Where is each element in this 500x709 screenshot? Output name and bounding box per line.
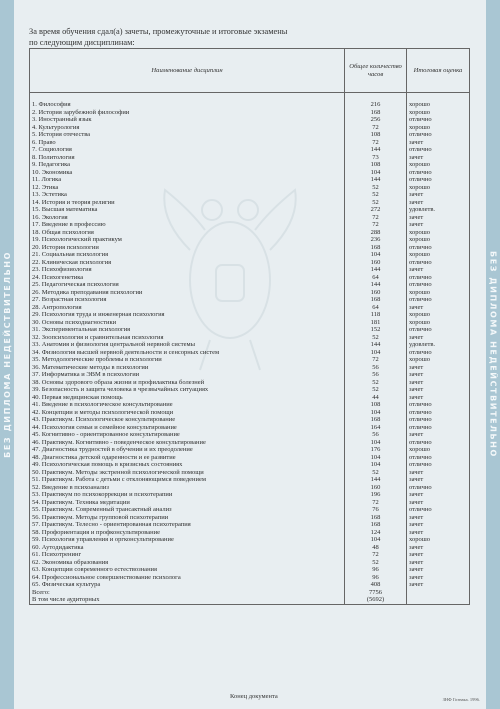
table-row bbox=[30, 311, 470, 319]
table-row bbox=[30, 491, 470, 499]
discipline-grade: отлично bbox=[407, 176, 470, 184]
table-row bbox=[30, 274, 470, 282]
discipline-hours: 104 bbox=[345, 409, 407, 417]
discipline-hours: 104 bbox=[345, 454, 407, 462]
discipline-hours: 104 bbox=[345, 251, 407, 259]
discipline-grade: отлично bbox=[407, 169, 470, 177]
discipline-grade: отлично bbox=[407, 439, 470, 447]
discipline-name: 27. Возрастная психология bbox=[30, 296, 345, 304]
discipline-hours: 272 bbox=[345, 206, 407, 214]
table-row bbox=[30, 176, 470, 184]
column-header-grade: Итоговая оценка bbox=[407, 49, 470, 93]
table-row bbox=[30, 574, 470, 582]
discipline-name: 42. Концепции и методы психологической помощи bbox=[30, 409, 345, 417]
discipline-name: 19. Психологический практикум bbox=[30, 236, 345, 244]
discipline-hours: 168 bbox=[345, 296, 407, 304]
discipline-name: 51. Практикум. Работа с детьми с отклоняющимся поведением bbox=[30, 476, 345, 484]
table-row bbox=[30, 356, 470, 364]
discipline-grade bbox=[407, 596, 470, 604]
discipline-grade: хорошо bbox=[407, 161, 470, 169]
discipline-name: 56. Практикум. Методы групповой психотерапии bbox=[30, 514, 345, 522]
table-row bbox=[30, 266, 470, 274]
discipline-name: 2. История зарубежной философии bbox=[30, 109, 345, 117]
table-row bbox=[30, 109, 470, 117]
discipline-hours: 104 bbox=[345, 536, 407, 544]
discipline-hours: 168 bbox=[345, 109, 407, 117]
discipline-hours: 72 bbox=[345, 214, 407, 222]
discipline-grade: зачет bbox=[407, 559, 470, 567]
discipline-hours: 52 bbox=[345, 184, 407, 192]
discipline-name: 12. Этика bbox=[30, 184, 345, 192]
discipline-grade: зачет bbox=[407, 191, 470, 199]
table-row bbox=[30, 349, 470, 357]
discipline-grade: отлично bbox=[407, 116, 470, 124]
discipline-hours: 72 bbox=[345, 551, 407, 559]
table-row bbox=[30, 566, 470, 574]
discipline-hours: 76 bbox=[345, 506, 407, 514]
discipline-name: 57. Практикум. Телесно - ориентированная психотерапия bbox=[30, 521, 345, 529]
discipline-grade: хорошо bbox=[407, 319, 470, 327]
table-row bbox=[30, 131, 470, 139]
table-row bbox=[30, 589, 470, 597]
discipline-grade: хорошо bbox=[407, 289, 470, 297]
discipline-grade: отлично bbox=[407, 274, 470, 282]
discipline-grade: хорошо bbox=[407, 184, 470, 192]
discipline-hours: 52 bbox=[345, 199, 407, 207]
discipline-hours: 160 bbox=[345, 289, 407, 297]
discipline-grade: зачет bbox=[407, 581, 470, 589]
table-row bbox=[30, 394, 470, 402]
discipline-grade: зачет bbox=[407, 221, 470, 229]
discipline-hours: 56 bbox=[345, 371, 407, 379]
discipline-name: 60. Аутодидактика bbox=[30, 544, 345, 552]
discipline-grade: зачет bbox=[407, 529, 470, 537]
discipline-grade: отлично bbox=[407, 506, 470, 514]
discipline-grade: отлично bbox=[407, 401, 470, 409]
discipline-hours: 256 bbox=[345, 116, 407, 124]
table-row bbox=[30, 544, 470, 552]
discipline-grade: отлично bbox=[407, 454, 470, 462]
discipline-hours: 7756 bbox=[345, 589, 407, 597]
table-row bbox=[30, 484, 470, 492]
discipline-grade: зачет bbox=[407, 566, 470, 574]
discipline-name: 39. Безопасность и защита человека в чрезвычайных ситуациях bbox=[30, 386, 345, 394]
discipline-name: 30. Основы психодиагностики bbox=[30, 319, 345, 327]
discipline-grade: зачет bbox=[407, 214, 470, 222]
column-header-hours: Общее количество часов bbox=[345, 49, 407, 93]
discipline-hours: 72 bbox=[345, 221, 407, 229]
discipline-hours: 196 bbox=[345, 491, 407, 499]
discipline-hours: 144 bbox=[345, 266, 407, 274]
table-row bbox=[30, 206, 470, 214]
discipline-name: 37. Информатика и ЭВМ в психологии bbox=[30, 371, 345, 379]
discipline-grade: удовлетв. bbox=[407, 341, 470, 349]
discipline-grade: зачет bbox=[407, 491, 470, 499]
discipline-grade: отлично bbox=[407, 131, 470, 139]
right-stripe-text: БЕЗ ДИПЛОМА НЕДЕЙСТВИТЕЛЬНО bbox=[488, 251, 498, 458]
discipline-name: 61. Психотренинг bbox=[30, 551, 345, 559]
table-row bbox=[30, 409, 470, 417]
table-row bbox=[30, 289, 470, 297]
discipline-name: 20. История психологии bbox=[30, 244, 345, 252]
discipline-name: 64. Профессиональное совершенствование психолога bbox=[30, 574, 345, 582]
table-row bbox=[30, 341, 470, 349]
discipline-grade: хорошо bbox=[407, 311, 470, 319]
table-row bbox=[30, 416, 470, 424]
discipline-grade: зачет bbox=[407, 394, 470, 402]
discipline-hours: 144 bbox=[345, 341, 407, 349]
discipline-name: 63. Концепции современного естествознания bbox=[30, 566, 345, 574]
column-header-discipline: Наименование дисциплин bbox=[30, 49, 345, 93]
discipline-hours: 164 bbox=[345, 424, 407, 432]
discipline-name: 16. Экология bbox=[30, 214, 345, 222]
table-row bbox=[30, 521, 470, 529]
discipline-hours: 52 bbox=[345, 379, 407, 387]
right-security-stripe bbox=[486, 0, 500, 709]
header-line-2: по следующим дисциплинам: bbox=[29, 38, 135, 47]
discipline-hours: (5692) bbox=[345, 596, 407, 604]
discipline-grade: зачет bbox=[407, 364, 470, 372]
discipline-name: 45. Когнитивно - ориентированное консультирование bbox=[30, 431, 345, 439]
discipline-name: 33. Анатомия и физиология центральной нервной системы bbox=[30, 341, 345, 349]
discipline-hours: 56 bbox=[345, 431, 407, 439]
table-row bbox=[30, 281, 470, 289]
table-row bbox=[30, 93, 470, 109]
table-row bbox=[30, 514, 470, 522]
discipline-name: 5. История отечества bbox=[30, 131, 345, 139]
table-row bbox=[30, 401, 470, 409]
discipline-name: 52. Введение в психоанализ bbox=[30, 484, 345, 492]
discipline-hours: 168 bbox=[345, 521, 407, 529]
discipline-grade: отлично bbox=[407, 146, 470, 154]
table-row bbox=[30, 371, 470, 379]
discipline-hours: 144 bbox=[345, 476, 407, 484]
discipline-hours: 52 bbox=[345, 469, 407, 477]
discipline-name: 41. Введение в психологическое консультирование bbox=[30, 401, 345, 409]
discipline-hours: 104 bbox=[345, 439, 407, 447]
discipline-grade: зачет bbox=[407, 521, 470, 529]
discipline-name: 38. Основы здорового образа жизни и профилактика болезней bbox=[30, 379, 345, 387]
table-row bbox=[30, 551, 470, 559]
left-security-stripe bbox=[0, 0, 14, 709]
discipline-grade: хорошо bbox=[407, 536, 470, 544]
discipline-name: 7. Социология bbox=[30, 146, 345, 154]
discipline-grade: отлично bbox=[407, 416, 470, 424]
discipline-hours: 72 bbox=[345, 356, 407, 364]
table-row bbox=[30, 446, 470, 454]
table-body bbox=[30, 93, 470, 605]
discipline-hours: 96 bbox=[345, 566, 407, 574]
disciplines-table bbox=[29, 48, 470, 605]
discipline-grade: зачет bbox=[407, 139, 470, 147]
discipline-hours: 104 bbox=[345, 349, 407, 357]
discipline-name: В том числе аудиторных bbox=[30, 596, 345, 604]
discipline-name: 46. Практикум. Когнитивно - поведенческое консультирование bbox=[30, 439, 345, 447]
discipline-name: 17. Введение в профессию bbox=[30, 221, 345, 229]
table-row bbox=[30, 221, 470, 229]
discipline-grade: зачет bbox=[407, 266, 470, 274]
table-row bbox=[30, 581, 470, 589]
discipline-hours: 144 bbox=[345, 146, 407, 154]
discipline-grade: зачет bbox=[407, 469, 470, 477]
table-row bbox=[30, 214, 470, 222]
table-row bbox=[30, 499, 470, 507]
document-header bbox=[29, 26, 469, 48]
table-row bbox=[30, 229, 470, 237]
header-line-1: За время обучения сдал(а) зачеты, промежуточные и итоговые экзамены bbox=[29, 27, 288, 36]
table-row bbox=[30, 319, 470, 327]
discipline-hours: 168 bbox=[345, 244, 407, 252]
table-row bbox=[30, 536, 470, 544]
discipline-hours: 144 bbox=[345, 176, 407, 184]
discipline-grade: зачет bbox=[407, 154, 470, 162]
discipline-name: 3. Иностранный язык bbox=[30, 116, 345, 124]
table-row bbox=[30, 454, 470, 462]
discipline-hours: 104 bbox=[345, 169, 407, 177]
table-row bbox=[30, 124, 470, 132]
discipline-hours: 52 bbox=[345, 386, 407, 394]
table-row bbox=[30, 184, 470, 192]
discipline-name: 44. Психология семьи и семейное консультирование bbox=[30, 424, 345, 432]
discipline-grade: отлично bbox=[407, 244, 470, 252]
discipline-name: 24. Психогенетика bbox=[30, 274, 345, 282]
discipline-name: 26. Методика преподавания психологии bbox=[30, 289, 345, 297]
discipline-grade: хорошо bbox=[407, 446, 470, 454]
discipline-name: 36. Математические методы в психологии bbox=[30, 364, 345, 372]
discipline-name: 62. Экономика образования bbox=[30, 559, 345, 567]
table-row bbox=[30, 379, 470, 387]
discipline-grade: отлично bbox=[407, 296, 470, 304]
table-row bbox=[30, 139, 470, 147]
table-row bbox=[30, 559, 470, 567]
discipline-name: 14. История и теория религии bbox=[30, 199, 345, 207]
discipline-hours: 288 bbox=[345, 229, 407, 237]
discipline-name: 29. Психология труда и инженерная психология bbox=[30, 311, 345, 319]
discipline-grade: хорошо bbox=[407, 124, 470, 132]
table-row bbox=[30, 236, 470, 244]
table-row bbox=[30, 191, 470, 199]
discipline-hours: 96 bbox=[345, 574, 407, 582]
discipline-grade: отлично bbox=[407, 461, 470, 469]
discipline-grade: отлично bbox=[407, 259, 470, 267]
discipline-name: 11. Логика bbox=[30, 176, 345, 184]
discipline-name: 53. Практикум по психокоррекции и психотерапии bbox=[30, 491, 345, 499]
table-row bbox=[30, 596, 470, 604]
discipline-grade: хорошо bbox=[407, 229, 470, 237]
discipline-name: 1. Философия bbox=[30, 93, 345, 109]
discipline-hours: 160 bbox=[345, 259, 407, 267]
table-row bbox=[30, 304, 470, 312]
discipline-grade: отлично bbox=[407, 349, 470, 357]
discipline-hours: 64 bbox=[345, 304, 407, 312]
discipline-grade: зачет bbox=[407, 304, 470, 312]
discipline-grade: отлично bbox=[407, 281, 470, 289]
table-row bbox=[30, 476, 470, 484]
discipline-hours: 124 bbox=[345, 529, 407, 537]
discipline-grade: зачет bbox=[407, 551, 470, 559]
discipline-hours: 236 bbox=[345, 236, 407, 244]
discipline-name: 34. Физиология высшей нервной деятельности и сенсорных систем bbox=[30, 349, 345, 357]
table-row bbox=[30, 259, 470, 267]
discipline-grade: зачет bbox=[407, 476, 470, 484]
discipline-name: 28. Антропология bbox=[30, 304, 345, 312]
printer-mark: ЗНФ Гознака. 1996. bbox=[442, 697, 480, 702]
discipline-hours: 168 bbox=[345, 416, 407, 424]
discipline-name: 40. Первая медицинская помощь bbox=[30, 394, 345, 402]
table-row bbox=[30, 461, 470, 469]
table-row bbox=[30, 199, 470, 207]
discipline-hours: 52 bbox=[345, 191, 407, 199]
discipline-hours: 72 bbox=[345, 499, 407, 507]
discipline-hours: 72 bbox=[345, 124, 407, 132]
discipline-name: 55. Практикум. Современный трансактный анализ bbox=[30, 506, 345, 514]
discipline-grade: зачет bbox=[407, 379, 470, 387]
discipline-name: 13. Эстетика bbox=[30, 191, 345, 199]
discipline-grade: хорошо bbox=[407, 93, 470, 109]
discipline-name: 21. Социальная психология bbox=[30, 251, 345, 259]
discipline-name: 9. Педагогика bbox=[30, 161, 345, 169]
table-row bbox=[30, 439, 470, 447]
discipline-name: 59. Психология управления и оргконсультирование bbox=[30, 536, 345, 544]
table-row bbox=[30, 251, 470, 259]
discipline-name: 54. Практикум. Техника медитации bbox=[30, 499, 345, 507]
table-row bbox=[30, 334, 470, 342]
discipline-hours: 64 bbox=[345, 274, 407, 282]
discipline-grade: зачет bbox=[407, 499, 470, 507]
discipline-hours: 108 bbox=[345, 401, 407, 409]
discipline-hours: 104 bbox=[345, 461, 407, 469]
discipline-grade: удовлетв. bbox=[407, 206, 470, 214]
table-header-row bbox=[30, 49, 470, 93]
discipline-name: 35. Методологические проблемы в психологии bbox=[30, 356, 345, 364]
table-row bbox=[30, 431, 470, 439]
discipline-name: 15. Высшая математика bbox=[30, 206, 345, 214]
discipline-grade: отлично bbox=[407, 484, 470, 492]
discipline-grade: зачет bbox=[407, 544, 470, 552]
discipline-grade: хорошо bbox=[407, 109, 470, 117]
discipline-name: 25. Педагогическая психология bbox=[30, 281, 345, 289]
discipline-name: 58. Профориентация и профконсультирование bbox=[30, 529, 345, 537]
table-row bbox=[30, 146, 470, 154]
discipline-grade: зачет bbox=[407, 334, 470, 342]
end-of-document: Конец документа bbox=[230, 693, 278, 700]
discipline-grade: зачет bbox=[407, 431, 470, 439]
discipline-hours: 168 bbox=[345, 514, 407, 522]
discipline-grade: хорошо bbox=[407, 356, 470, 364]
discipline-name: 23. Психофизиология bbox=[30, 266, 345, 274]
discipline-grade: хорошо bbox=[407, 236, 470, 244]
discipline-hours: 52 bbox=[345, 559, 407, 567]
left-stripe-text: БЕЗ ДИПЛОМА НЕДЕЙСТВИТЕЛЬНО bbox=[2, 251, 12, 458]
discipline-name: 48. Диагностика детской одаренности и ее развитие bbox=[30, 454, 345, 462]
discipline-hours: 73 bbox=[345, 154, 407, 162]
table-row bbox=[30, 326, 470, 334]
discipline-hours: 152 bbox=[345, 326, 407, 334]
discipline-hours: 48 bbox=[345, 544, 407, 552]
table-row bbox=[30, 529, 470, 537]
discipline-name: 50. Практикум. Методы экстренной психологической помощи bbox=[30, 469, 345, 477]
discipline-grade: зачет bbox=[407, 386, 470, 394]
table-row bbox=[30, 506, 470, 514]
table-row bbox=[30, 386, 470, 394]
discipline-grade: зачет bbox=[407, 199, 470, 207]
discipline-hours: 108 bbox=[345, 161, 407, 169]
discipline-name: 6. Право bbox=[30, 139, 345, 147]
discipline-hours: 44 bbox=[345, 394, 407, 402]
discipline-hours: 181 bbox=[345, 319, 407, 327]
discipline-hours: 56 bbox=[345, 364, 407, 372]
discipline-hours: 144 bbox=[345, 281, 407, 289]
discipline-hours: 160 bbox=[345, 484, 407, 492]
discipline-hours: 408 bbox=[345, 581, 407, 589]
table-row bbox=[30, 169, 470, 177]
table-row bbox=[30, 161, 470, 169]
discipline-hours: 216 bbox=[345, 93, 407, 109]
discipline-name: 32. Зоопсихология и сравнительная психология bbox=[30, 334, 345, 342]
discipline-name: 10. Экономика bbox=[30, 169, 345, 177]
table-row bbox=[30, 364, 470, 372]
discipline-grade: отлично bbox=[407, 409, 470, 417]
discipline-name: 47. Диагностика трудностей в обучении и их преодоление bbox=[30, 446, 345, 454]
discipline-name: 8. Политология bbox=[30, 154, 345, 162]
discipline-name: 31. Экспериментальная психология bbox=[30, 326, 345, 334]
discipline-name: 22. Клиническая психология bbox=[30, 259, 345, 267]
table-row bbox=[30, 424, 470, 432]
table-row bbox=[30, 244, 470, 252]
discipline-hours: 118 bbox=[345, 311, 407, 319]
discipline-hours: 176 bbox=[345, 446, 407, 454]
discipline-name: Всего: bbox=[30, 589, 345, 597]
discipline-grade bbox=[407, 589, 470, 597]
discipline-grade: отлично bbox=[407, 326, 470, 334]
discipline-hours: 52 bbox=[345, 334, 407, 342]
discipline-name: 65. Физическая культура bbox=[30, 581, 345, 589]
table-row bbox=[30, 469, 470, 477]
discipline-grade: зачет bbox=[407, 371, 470, 379]
table-row bbox=[30, 154, 470, 162]
discipline-hours: 72 bbox=[345, 139, 407, 147]
discipline-name: 18. Общая психология bbox=[30, 229, 345, 237]
table-row bbox=[30, 116, 470, 124]
discipline-grade: хорошо bbox=[407, 251, 470, 259]
discipline-grade: зачет bbox=[407, 514, 470, 522]
discipline-name: 49. Психологическая помощь в кризисных состояниях bbox=[30, 461, 345, 469]
discipline-name: 43. Практикум. Психологическое консультирование bbox=[30, 416, 345, 424]
discipline-hours: 108 bbox=[345, 131, 407, 139]
discipline-grade: отлично bbox=[407, 424, 470, 432]
discipline-name: 4. Культурология bbox=[30, 124, 345, 132]
discipline-grade: зачет bbox=[407, 574, 470, 582]
table-row bbox=[30, 296, 470, 304]
